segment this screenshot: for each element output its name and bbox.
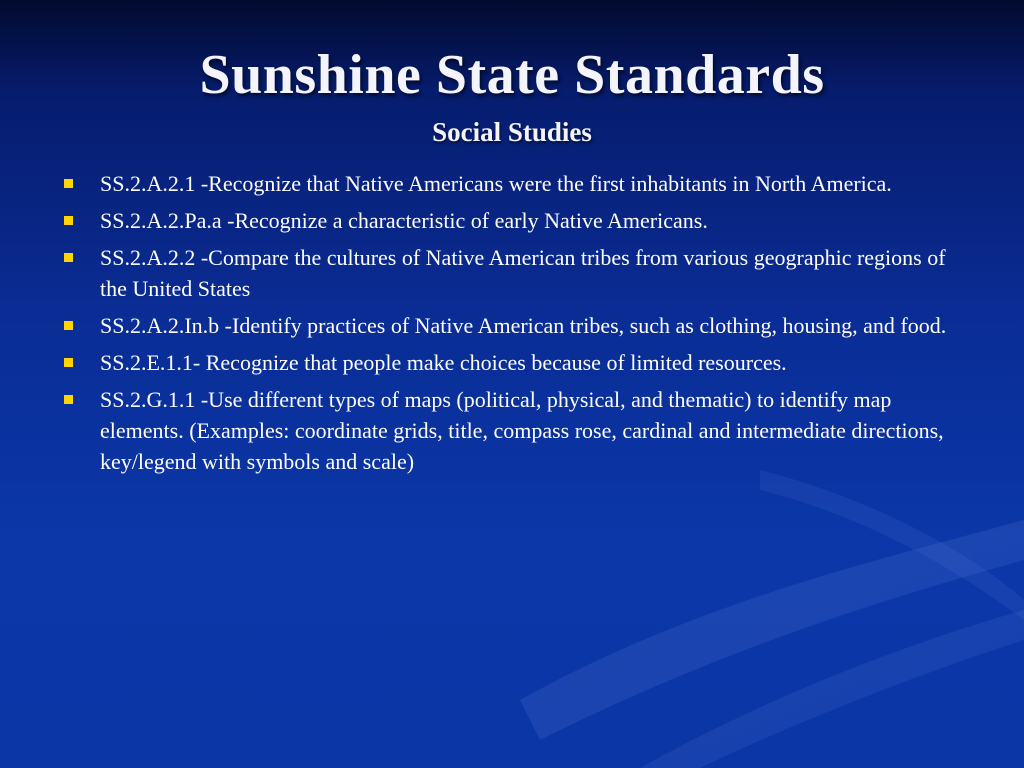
square-bullet-icon bbox=[64, 358, 73, 367]
list-item bbox=[60, 347, 960, 378]
list-item-text: SS.2.A.2.1 -Recognize that Native Americans were the first inhabitants in North America. bbox=[100, 171, 892, 196]
standards-list bbox=[60, 168, 960, 483]
list-item-text: SS.2.A.2.2 -Compare the cultures of Native American tribes from various geographic regions of the United States bbox=[100, 245, 946, 301]
square-bullet-icon bbox=[64, 216, 73, 225]
list-item bbox=[60, 242, 960, 304]
list-item-text: SS.2.E.1.1- Recognize that people make choices because of limited resources. bbox=[100, 350, 787, 375]
list-item-text: SS.2.A.2.Pa.a -Recognize a characteristic of early Native Americans. bbox=[100, 208, 708, 233]
slide-title: Sunshine State Standards bbox=[199, 44, 825, 106]
square-bullet-icon bbox=[64, 253, 73, 262]
list-item-text: SS.2.A.2.In.b -Identify practices of Native American tribes, such as clothing, housing, and food. bbox=[100, 313, 947, 338]
list-item bbox=[60, 168, 960, 199]
list-item bbox=[60, 384, 960, 477]
square-bullet-icon bbox=[64, 179, 73, 188]
list-item bbox=[60, 205, 960, 236]
list-item-text: SS.2.G.1.1 -Use different types of maps (political, physical, and thematic) to identify map elements. (Examples: coordinate grids, title, compass rose, cardinal and intermediate directions, key/legend with symbols and scale) bbox=[100, 387, 944, 474]
slide-subtitle: Social Studies bbox=[432, 117, 592, 147]
list-item bbox=[60, 310, 960, 341]
square-bullet-icon bbox=[64, 395, 73, 404]
square-bullet-icon bbox=[64, 321, 73, 330]
